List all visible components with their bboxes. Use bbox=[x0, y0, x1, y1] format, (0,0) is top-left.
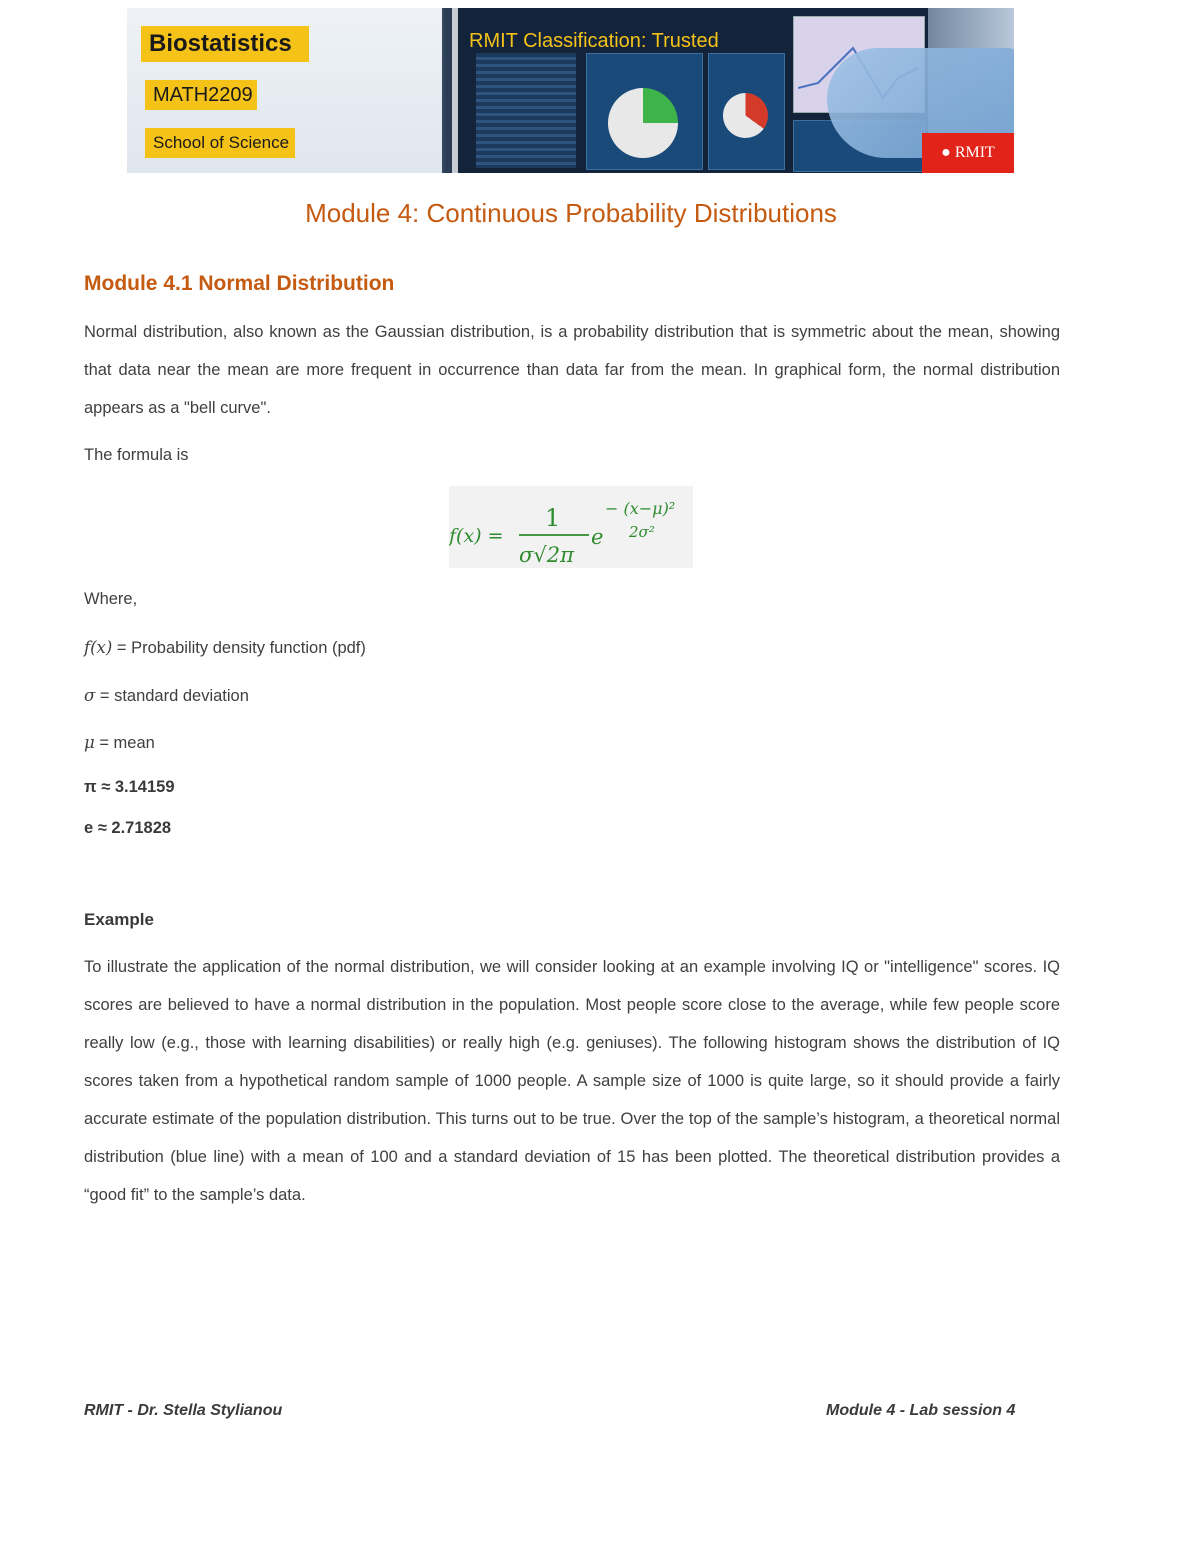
example-heading: Example bbox=[84, 910, 154, 929]
banner-course-name: Biostatistics bbox=[141, 26, 309, 62]
definition-sigma bbox=[84, 686, 249, 706]
section-heading: Module 4.1 Normal Distribution bbox=[84, 272, 395, 295]
monitor-pie-chart-icon bbox=[723, 93, 768, 138]
formula-numerator: 1 bbox=[545, 504, 561, 532]
definition-text: = standard deviation bbox=[95, 687, 249, 705]
constant-pi: π ≈ 3.14159 bbox=[84, 778, 175, 796]
course-banner bbox=[127, 8, 1014, 173]
page-title: Module 4: Continuous Probability Distributions bbox=[305, 198, 837, 228]
definition-pdf bbox=[84, 638, 366, 658]
definition-symbol: μ bbox=[84, 733, 95, 752]
classification-label: RMIT Classification: Trusted bbox=[469, 30, 719, 52]
formula-svg bbox=[449, 486, 693, 568]
banner-school: School of Science bbox=[145, 128, 295, 158]
formula-exp-denominator: 2σ² bbox=[629, 523, 655, 541]
rmit-logo-text: RMIT bbox=[954, 144, 995, 161]
intro-paragraph: Normal distribution, also known as the Gaussian distribution, is a probability distribution that is symmetric about the mean, showing that data near the mean are more frequent in occurrence than data far from the mean. In graphical form, the normal distribution appears as a "bell curve". bbox=[84, 323, 1060, 417]
formula-base: e bbox=[591, 525, 604, 549]
monitor-data-table bbox=[476, 53, 576, 168]
formula-label: The formula is bbox=[84, 446, 189, 464]
footer-author: RMIT - Dr. Stella Stylianou bbox=[84, 1402, 283, 1419]
constant-e: e ≈ 2.71828 bbox=[84, 819, 172, 837]
banner-course-code: MATH2209 bbox=[145, 80, 257, 110]
formula-denominator: σ√2π bbox=[519, 543, 574, 567]
where-label: Where, bbox=[84, 590, 138, 608]
definition-text: = mean bbox=[94, 734, 155, 752]
footer-session: Module 4 - Lab session 4 bbox=[826, 1402, 1016, 1419]
monitor-pie-chart-icon bbox=[608, 88, 678, 158]
definition-text: = Probability density function (pdf) bbox=[112, 639, 366, 657]
definition-mu bbox=[84, 733, 155, 753]
example-paragraph: To illustrate the application of the normal distribution, we will consider looking at an example involving IQ or "intelligence" scores. IQ scores are believed to have a normal distribution in the population. Most people score close to the average, while few people score really low (e.g., those with learning disabilities) or really high (e.g. geniuses). The following histogram shows the distribution of IQ scores taken from a hypothetical random sample of 1000 people. A sample size of 1000 is quite large, so it should provide a fairly accurate estimate of the population distribution. This turns out to be true. Over the top of the sample’s histogram, a theoretical normal distribution (blue line) with a mean of 100 and a standard deviation of 15 has been plotted. The theoretical distribution provides a “good fit” to the sample’s data. bbox=[84, 958, 1060, 1204]
definition-symbol: f(x) bbox=[84, 638, 113, 657]
rmit-logo: ● RMIT bbox=[922, 133, 1014, 173]
definition-symbol: σ bbox=[84, 686, 96, 705]
formula-exp-numerator: − (x−μ)² bbox=[605, 499, 676, 518]
formula-lhs: f(x) = bbox=[449, 525, 504, 547]
normal-pdf-formula bbox=[449, 486, 693, 568]
